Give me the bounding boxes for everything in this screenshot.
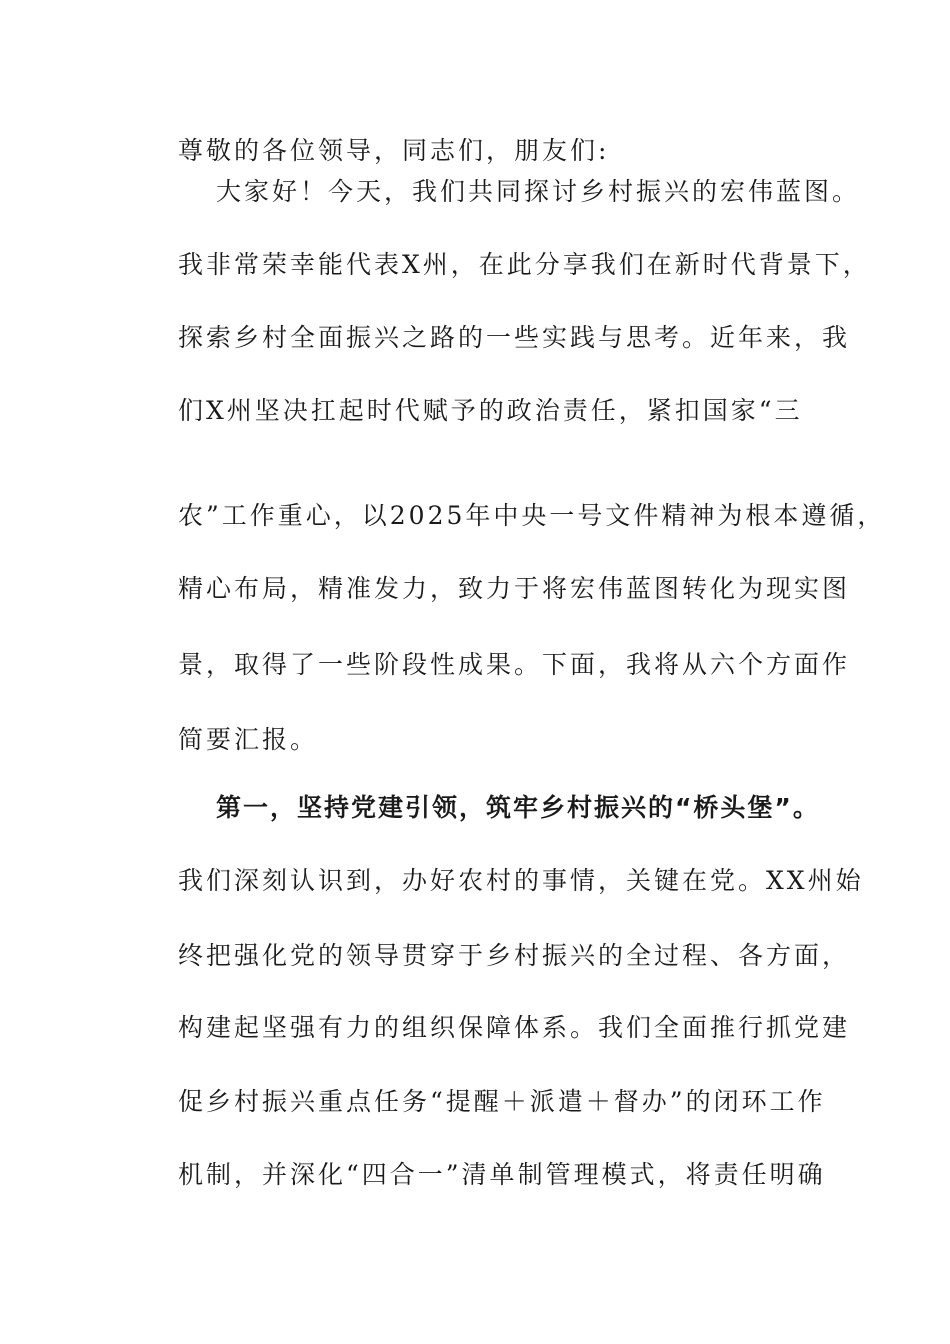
paragraph-line: 简要汇报。 bbox=[178, 725, 319, 754]
paragraph-line: 精心布局，精准发力，致力于将宏伟蓝图转化为现实图 bbox=[178, 574, 851, 603]
paragraph-line: 们X州坚决扛起时代赋予的政治责任，紧扣国家“三 bbox=[178, 396, 803, 425]
paragraph-line: 终把强化党的领导贯穿于乡村振兴的全过程、各方面， bbox=[178, 941, 851, 970]
section-heading: 第一，坚持党建引领，筑牢乡村振兴的“桥头堡”。 bbox=[216, 793, 820, 822]
paragraph-line: 机制，并深化“四合一”清单制管理模式，将责任明确 bbox=[178, 1160, 826, 1189]
paragraph-line: 景，取得了一些阶段性成果。下面，我将从六个方面作 bbox=[178, 650, 851, 679]
paragraph-line: 构建起坚强有力的组织保障体系。我们全面推行抓党建 bbox=[178, 1013, 851, 1042]
paragraph-line: 我非常荣幸能代表X州，在此分享我们在新时代背景下， bbox=[178, 250, 871, 279]
paragraph-line: 大家好！今天，我们共同探讨乡村振兴的宏伟蓝图。 bbox=[216, 177, 861, 206]
paragraph-line: 农”工作重心，以2025年中央一号文件精神为根本遵循， bbox=[178, 501, 886, 530]
paragraph-line: 我们深刻认识到，办好农村的事情，关键在党。XX州始 bbox=[178, 866, 864, 895]
paragraph-line: 探索乡村全面振兴之路的一些实践与思考。近年来，我 bbox=[178, 323, 851, 352]
paragraph-line: 促乡村振兴重点任务“提醒＋派遣＋督办”的闭环工作 bbox=[178, 1087, 826, 1116]
salutation-line: 尊敬的各位领导，同志们，朋友们: bbox=[178, 136, 610, 165]
